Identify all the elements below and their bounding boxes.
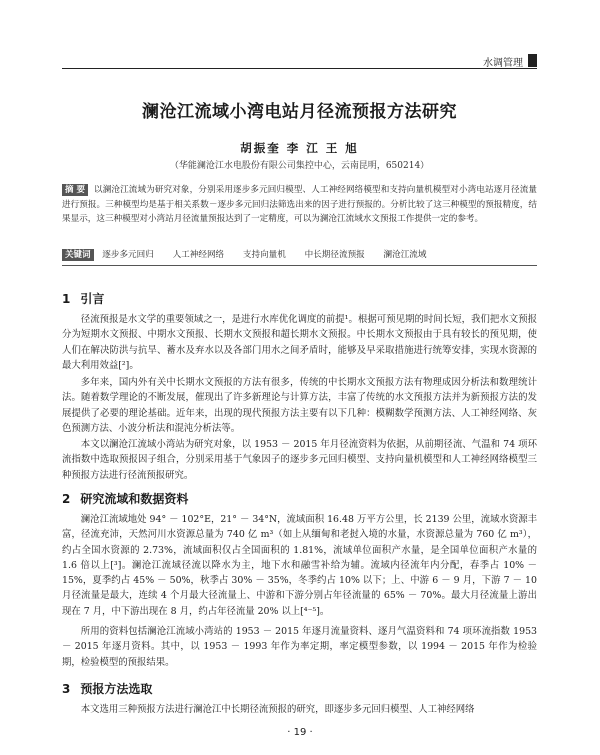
section-heading: 3 预报方法选取 bbox=[62, 682, 153, 696]
keyword: 支持向量机 bbox=[242, 250, 286, 260]
keywords-label: 关键词 bbox=[62, 249, 94, 261]
author-list: 胡振奎 李 江 王 旭 bbox=[240, 141, 359, 155]
abstract-label: 摘 要 bbox=[62, 184, 88, 196]
paragraph: 澜沧江流域地处 94° － 102°E，21° － 34°N，流域面积 16.48 万平方公里，长 2139 公里，流域水资源丰富，径流充沛，天然河川水资源总量为 740 亿 m³（如上从缅甸和老挝入境的水量，水资源总量为 760 亿 m³），约占全国水资源的 2.73%，流域面积仅占全国面积的 1.81%，流域单位面积产水量，是全国单位面积产水量的 1.6 倍以上[³]。澜沧江流域径流以降水为主，地下水和融雪补给为辅。流域内径流年内分配，春季占 10% － 15%，夏季约占 45% － 50%，秋季占 30% － 35%，冬季约占 10% 以下；上、中游 6 － 9 月，下游 7 － 10 月径流量是最大，连续 4 个月最大径流量上、中游和下游分别占年径流量的 65% － 70%。最大月径流量上游出现在 7 月，中下游出现在 8 月，约占年径流量 20% 以上[⁴⁻⁵]。 bbox=[62, 514, 537, 617]
keyword: 人工神经网络 bbox=[172, 250, 225, 260]
running-header bbox=[62, 54, 537, 69]
paragraph: 本文选用三种预报方法进行澜沧江中长期径流预报的研究，即逐步多元回归模型、人工神经网络 bbox=[80, 704, 475, 715]
section-heading: 1 引言 bbox=[62, 292, 105, 306]
abstract bbox=[62, 183, 537, 227]
abstract-text: 以澜沧江流域为研究对象，分别采用逐步多元回归模型、人工神经网络模型和支持向量机模型对小湾电站逐月径流量进行预报。三种模型均是基于相关系数－逐步多元回归法筛选出来的因子进行预报的。分析比较了这三种模型的预报精度，结果显示，这三种模型对小湾站月径流量预报达到了一定精度，可以为澜沧江流域水文预报工作提供一定的参考。 bbox=[62, 185, 537, 225]
keyword: 逐步多元回归 bbox=[102, 250, 154, 260]
affiliation: （华能澜沧江水电股份有限公司集控中心，云南昆明，650214） bbox=[169, 161, 430, 171]
paragraph: 所用的资料包括澜沧江流域小湾站的 1953 － 2015 年逐月流量资料、逐月气温资料和 74 项环流指数 1953 － 2015 年逐月资料。其中，以 1953 － 1993 年作为率定期，率定模型参数，以 1994 － 2015 年作为检验期，检验模型的预报结果。 bbox=[62, 626, 537, 668]
keywords bbox=[62, 248, 537, 262]
paragraph: 径流预报是水文学的重要领域之一，是进行水库优化调度的前提¹。根据可预见期的时间长短，我们把水文预报分为短期水文预报、中期水文预报、长期水文预报和超长期水文预报。中长期水文预报由于具有较长的预见期，使人们在解决防洪与抗旱、蓄水及弃水以及各部门用水之间矛盾时，能够及早采取措施进行统筹安排，实现水资源的最大利用效益[²]。 bbox=[62, 314, 537, 371]
section-heading: 2 研究流域和数据资料 bbox=[62, 492, 189, 506]
keyword: 澜沧江流域 bbox=[383, 250, 427, 260]
section-tag: 水调管理 bbox=[483, 58, 523, 69]
abstract-divider bbox=[62, 265, 537, 266]
paragraph: 多年来，国内外有关中长期水文预报的方法有很多，传统的中长期水文预报方法有物理成因分析法和数理统计法。随着数学理论的不断发展，催现出了许多新理论与计算方法，丰富了传统的水文预报方法并为新预报方法的发展提供了必要的理论基础。近年来，出现的现代预报方法主要有以下几种：模糊数学预测方法、人工神经网络、灰色预测方法、小波分析法和混沌分析法等。 bbox=[62, 377, 537, 434]
page-number: · 19 · bbox=[287, 727, 313, 738]
header-marker bbox=[528, 54, 537, 67]
paper-title: 澜沧江流域小湾电站月径流预报方法研究 bbox=[142, 102, 457, 122]
paragraph: 本文以澜沧江流域小湾站为研究对象，以 1953 － 2015 年月径流资料为依据，从前期径流、气温和 74 项环流指数中选取预报因子组合，分别采用基于气象因子的逐步多元回归模型、支持向量机模型和人工神经网络模型三种预报方法进行径流预报研究。 bbox=[62, 439, 537, 481]
keyword: 中长期径流预报 bbox=[304, 250, 365, 260]
